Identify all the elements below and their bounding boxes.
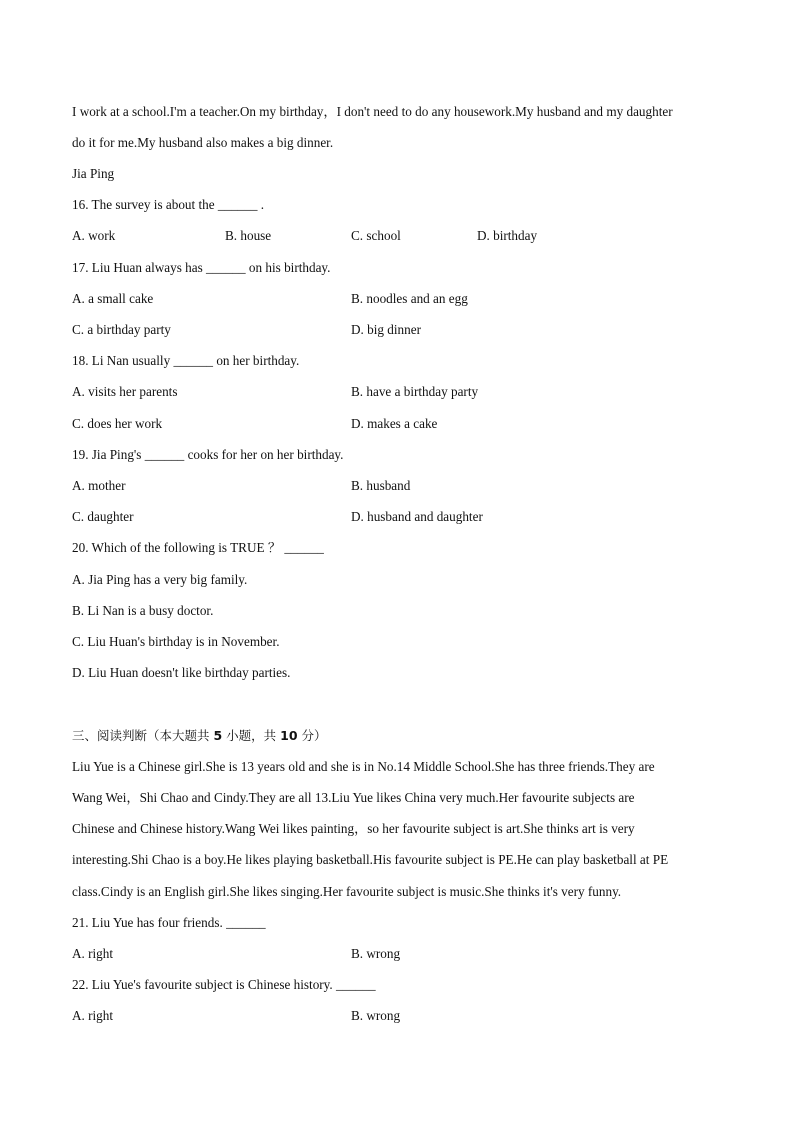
question-22-option-b: B. wrong [351, 1008, 401, 1023]
question-19-option-b: B. husband [351, 478, 411, 493]
question-16-option-d: D. birthday [477, 228, 538, 243]
question-18-option-d: D. makes a cake [351, 416, 438, 431]
section-3-heading-text: 分） [297, 728, 327, 743]
question-18-stem: 18. Li Nan usually ______ on her birthday. [72, 353, 300, 368]
section-3-heading [72, 727, 734, 745]
passage2-line: Liu Yue is a Chinese girl.She is 13 years old and she is in No.14 Middle School.She has three friends.They are [72, 759, 655, 774]
passage1-line: do it for me.My husband also makes a big dinner. [72, 135, 334, 150]
question-22-stem: 22. Liu Yue's favourite subject is Chinese history. ______ [72, 977, 376, 992]
question-17-option-d: D. big dinner [351, 322, 421, 337]
passage2-line: Chinese and Chinese history.Wang Wei likes painting，so her favourite subject is art.She thinks art is very [72, 821, 635, 836]
question-20-option-a: A. Jia Ping has a very big family. [72, 572, 248, 587]
question-22-option-a: A. right [72, 1008, 114, 1023]
section-3-heading-text: 小题，共 [222, 728, 281, 743]
question-20-option-c: C. Liu Huan's birthday is in November. [72, 634, 280, 649]
question-16-stem: 16. The survey is about the ______ . [72, 197, 265, 212]
question-21-option-b: B. wrong [351, 946, 401, 961]
passage1-line: I work at a school.I'm a teacher.On my birthday，I don't need to do any housework.My husband and my daughter [72, 104, 673, 119]
question-19-stem: 19. Jia Ping's ______ cooks for her on her birthday. [72, 447, 344, 462]
question-19-option-a: A. mother [72, 478, 126, 493]
question-16-option-b: B. house [225, 228, 272, 243]
question-17-option-b: B. noodles and an egg [351, 291, 468, 306]
section-3-score: 10 [280, 728, 298, 743]
passage2-line: class.Cindy is an English girl.She likes singing.Her favourite subject is music.She thinks it's very funny. [72, 884, 622, 899]
question-20-option-b: B. Li Nan is a busy doctor. [72, 603, 214, 618]
question-19-option-d: D. husband and daughter [351, 509, 483, 524]
question-17-option-a: A. a small cake [72, 291, 154, 306]
question-21-stem: 21. Liu Yue has four friends. ______ [72, 915, 266, 930]
question-20-option-d: D. Liu Huan doesn't like birthday parties. [72, 665, 291, 680]
section-3-heading-text: 三、阅读判断（本大题共 [72, 728, 214, 743]
section-3-question-count: 5 [213, 728, 223, 743]
passage1-signature: Jia Ping [72, 166, 115, 181]
question-18-option-c: C. does her work [72, 416, 163, 431]
question-16-option-c: C. school [351, 228, 401, 243]
question-17-stem: 17. Liu Huan always has ______ on his birthday. [72, 260, 331, 275]
passage2-line: interesting.Shi Chao is a boy.He likes playing basketball.His favourite subject is PE.He can play basketball at PE [72, 852, 669, 867]
passage2-line: Wang Wei，Shi Chao and Cindy.They are all 13.Liu Yue likes China very much.Her favourite subjects are [72, 790, 635, 805]
question-17-option-c: C. a birthday party [72, 322, 171, 337]
question-18-option-b: B. have a birthday party [351, 384, 479, 399]
question-16-option-a: A. work [72, 228, 116, 243]
question-21-option-a: A. right [72, 946, 114, 961]
question-20-stem: 20. Which of the following is TRUE ？ ______ [72, 540, 324, 555]
question-19-option-c: C. daughter [72, 509, 134, 524]
question-18-option-a: A. visits her parents [72, 384, 178, 399]
